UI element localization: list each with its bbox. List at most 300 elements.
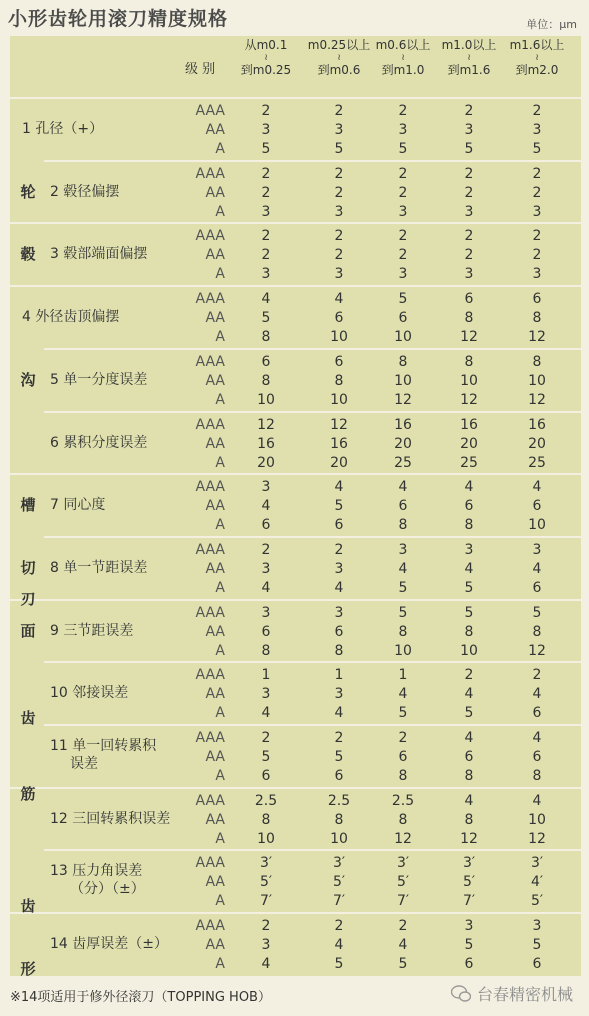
tolerance-value: 12 [460,830,478,847]
tolerance-value: 2 [334,103,344,119]
tolerance-value: 8 [398,353,408,370]
tolerance-value: 3 [464,266,474,283]
item-name-line: 5 单一分度误差 [50,371,148,388]
tolerance-value: 6 [398,749,408,765]
column-header-to: 到m0.6 [317,63,361,77]
tolerance-value: 6 [334,768,344,784]
item-name-line: 10 邻接误差 [50,685,129,702]
grade-label: AAA [195,541,225,558]
tolerance-value: 7′ [462,893,476,910]
tolerance-value: 8 [464,768,474,784]
tolerance-value: 2 [464,228,474,245]
tolerance-value: 3 [398,541,408,558]
tolerance-value: 3 [261,604,271,621]
tolerance-value: 2 [464,165,474,182]
tolerance-value: 4 [334,579,344,596]
grade-label: AAA [195,667,225,684]
column-header-from: m0.25以上 [307,38,371,52]
tolerance-value: 2 [398,184,408,201]
tolerance-value: 4 [261,705,271,722]
tolerance-value: 3 [464,122,474,138]
size-column-header [500,38,574,78]
tolerance-value: 2 [334,730,344,746]
tolerance-value: 5 [334,498,344,515]
tolerance-value: 8 [532,768,542,784]
tolerance-value: 6 [261,517,271,534]
row-divider [44,724,581,726]
tolerance-value: 5′ [396,874,410,891]
tolerance-value: 10 [528,811,546,828]
tolerance-value: 5 [464,705,474,722]
tolerance-value: 5 [464,604,474,621]
tolerance-value: 3 [464,203,474,220]
size-column-header [432,38,506,78]
tolerance-value: 4 [532,560,542,577]
item-name-line: 2 毂径偏摆 [50,183,120,200]
grade-label: AAA [195,792,225,809]
row-divider [10,787,581,789]
tolerance-value: 12 [528,642,546,659]
grade-label: A [215,266,225,283]
item-name [50,434,147,452]
item-name [22,120,103,138]
item-name-line: 1 孔径（+） [22,121,104,137]
column-header-from: 从m0.1 [244,38,288,52]
item-name-line: 9 三节距误差 [50,622,134,639]
grade-label: AAA [195,416,225,433]
tolerance-value: 4 [532,686,542,703]
tolerance-value: 5 [261,310,271,327]
tolerance-value: 12 [528,830,546,847]
grade-label: AA [205,184,225,201]
tolerance-value: 12 [257,416,275,433]
tolerance-value: 2 [398,247,408,264]
column-header-sep: ≀ [264,53,268,63]
grade-label: A [215,705,225,722]
tolerance-value: 4 [398,686,408,703]
tolerance-value: 2 [398,165,408,182]
tolerance-value: 2 [398,918,408,935]
column-header-sep: ≀ [337,53,341,63]
tolerance-value: 10 [528,517,546,534]
grade-label: AAA [195,353,225,370]
tolerance-value: 6 [398,310,408,327]
tolerance-value: 2 [464,667,474,684]
grade-label: AA [205,749,225,765]
tolerance-value: 12 [394,391,412,408]
tolerance-value: 5 [464,579,474,596]
tolerance-value: 4 [261,291,271,308]
tolerance-value: 8 [261,372,271,389]
grade-label: AA [205,372,225,389]
tolerance-value: 20 [394,435,412,452]
tolerance-value: 5 [398,705,408,722]
grade-label: AA [205,874,225,891]
tolerance-value: 4 [532,479,542,496]
grade-label: AAA [195,291,225,308]
tolerance-value: 5 [398,604,408,621]
tolerance-value: 3 [334,560,344,577]
tolerance-value: 6 [334,353,344,370]
tolerance-value: 4 [334,479,344,496]
grade-label: AAA [195,228,225,245]
item-name-line: （分）（±） [70,881,145,898]
tolerance-value: 4 [334,291,344,308]
tolerance-value: 2 [334,247,344,264]
tolerance-value: 2 [464,247,474,264]
item-name [50,622,133,640]
item-name-line: 12 三回转累积误差 [50,810,171,827]
grade-label: AAA [195,103,225,119]
tolerance-value: 25 [528,454,546,471]
grade-label: AA [205,247,225,264]
tolerance-value: 3 [532,203,542,220]
tolerance-value: 4 [464,686,474,703]
tolerance-value: 12 [528,391,546,408]
tolerance-value: 3 [261,937,271,954]
tolerance-value: 4 [532,730,542,746]
tolerance-value: 5 [398,579,408,596]
group-label: 切 [20,558,36,577]
tolerance-value: 6 [464,956,474,973]
row-divider [44,411,581,413]
grade-label: A [215,454,225,471]
tolerance-value: 2 [334,165,344,182]
wechat-icon [451,985,471,1003]
tolerance-value: 2 [398,228,408,245]
tolerance-value: 5 [532,604,542,621]
tolerance-value: 10 [460,372,478,389]
tolerance-value: 4 [398,937,408,954]
tolerance-value: 2 [532,184,542,201]
tolerance-value: 8 [334,372,344,389]
tolerance-value: 8 [334,811,344,828]
column-header-to: 到m1.0 [381,63,425,77]
tolerance-value: 16 [394,416,412,433]
tolerance-value: 2 [532,165,542,182]
row-divider [44,348,581,350]
tolerance-value: 12 [460,391,478,408]
tolerance-value: 5 [532,937,542,954]
tolerance-value: 3′ [530,855,544,872]
tolerance-value: 2.5 [391,792,415,809]
tolerance-value: 8 [398,517,408,534]
tolerance-value: 2 [261,228,271,245]
tolerance-value: 4 [464,792,474,809]
tolerance-value: 2.5 [254,792,278,809]
tolerance-value: 2 [334,918,344,935]
item-name [50,183,119,201]
tolerance-value: 5 [464,937,474,954]
grade-label: AA [205,623,225,640]
tolerance-value: 3 [261,479,271,496]
tolerance-value: 2 [398,103,408,119]
tolerance-value: 25 [394,454,412,471]
tolerance-value: 4 [261,956,271,973]
tolerance-value: 16 [330,435,348,452]
footnote: ※14项适用于修外径滚刀（TOPPING HOB） [10,990,271,1005]
row-divider [10,473,581,475]
row-divider [44,536,581,538]
tolerance-value: 5′ [259,874,273,891]
tolerance-value: 2 [532,228,542,245]
tolerance-value: 3′ [332,855,346,872]
grade-label: AA [205,435,225,452]
tolerance-value: 3 [464,918,474,935]
item-name [22,308,119,326]
group-label: 毂 [20,245,36,264]
tolerance-value: 5′ [332,874,346,891]
tolerance-value: 2 [532,247,542,264]
tolerance-value: 2 [464,103,474,119]
tolerance-value: 5 [261,141,271,157]
tolerance-value: 2 [261,247,271,264]
item-name-line: 4 外径齿顶偏摆 [22,309,120,326]
tolerance-value: 6 [532,291,542,308]
tolerance-value: 2 [532,103,542,119]
item-name-line: 14 齿厚误差（±） [50,936,168,953]
tolerance-value: 6 [334,310,344,327]
item-name-line: 误差 [70,756,98,772]
tolerance-value: 10 [528,372,546,389]
tolerance-value: 8 [398,811,408,828]
group-label: 沟 [20,370,36,389]
watermark-text: 台春精密机械 [476,985,573,1004]
tolerance-value: 20 [330,454,348,471]
group-label: 筋 [20,784,36,803]
tolerance-value: 3′ [462,855,476,872]
item-name-line: 3 毂部端面偏摆 [50,246,148,263]
tolerance-value: 16 [528,416,546,433]
grade-label: AAA [195,165,225,182]
tolerance-value: 3′ [259,855,273,872]
tolerance-value: 20 [528,435,546,452]
tolerance-value: 4′ [530,874,544,891]
column-header-from: m1.6以上 [509,38,565,52]
item-name-line: 11 单一回转累积 [50,738,157,754]
grade-label: AA [205,686,225,703]
grade-label: A [215,956,225,973]
grade-label: A [215,203,225,220]
tolerance-value: 3 [261,203,271,220]
grade-label: A [215,141,225,157]
tolerance-value: 20 [257,454,275,471]
column-header-to: 到m0.25 [240,63,292,77]
row-divider [10,97,581,99]
tolerance-value: 4 [334,705,344,722]
tolerance-value: 8 [532,310,542,327]
grade-label: AAA [195,730,225,746]
tolerance-value: 4 [464,560,474,577]
tolerance-value: 10 [257,830,275,847]
tolerance-value: 10 [330,329,348,346]
tolerance-value: 5 [398,956,408,973]
item-name [50,371,147,389]
tolerance-value: 6 [464,498,474,515]
tolerance-value: 6 [532,705,542,722]
tolerance-value: 4 [261,579,271,596]
grade-label: AAA [195,604,225,621]
item-name [50,496,105,514]
item-name [50,810,170,828]
tolerance-value: 10 [394,372,412,389]
tolerance-value: 6 [464,749,474,765]
tolerance-value: 1 [261,667,271,684]
tolerance-value: 8 [464,811,474,828]
group-label: 齿 [20,709,36,728]
tolerance-value: 25 [460,454,478,471]
column-header-to: 到m2.0 [515,63,559,77]
tolerance-value: 6 [532,579,542,596]
tolerance-value: 4 [261,498,271,515]
tolerance-value: 3 [532,918,542,935]
row-divider [10,599,581,601]
tolerance-value: 6 [532,498,542,515]
tolerance-value: 5 [398,141,408,157]
tolerance-value: 10 [330,391,348,408]
tolerance-value: 4 [464,730,474,746]
tolerance-value: 10 [394,642,412,659]
grade-label: A [215,391,225,408]
column-header-sep: ≀ [401,53,405,63]
size-column-header [229,38,303,78]
item-name-line: 13 压力角误差 [50,863,143,880]
tolerance-value: 20 [460,435,478,452]
tolerance-value: 6 [532,749,542,765]
tolerance-value: 1 [334,667,344,684]
group-label: 轮 [20,182,36,201]
tolerance-value: 12 [330,416,348,433]
tolerance-value: 10 [257,391,275,408]
tolerance-value: 5 [464,141,474,157]
tolerance-value: 3 [261,122,271,138]
tolerance-value: 8 [334,642,344,659]
grade-label: A [215,642,225,659]
item-name [50,684,128,702]
watermark [451,982,573,1005]
tolerance-value: 4 [398,479,408,496]
tolerance-value: 8 [398,623,408,640]
tolerance-value: 6 [398,498,408,515]
column-header-from: m1.0以上 [441,38,497,52]
tolerance-value: 5′ [462,874,476,891]
tolerance-value: 2 [261,918,271,935]
tolerance-value: 8 [532,623,542,640]
grade-label: AA [205,811,225,828]
row-divider [44,160,581,162]
tolerance-value: 8 [261,642,271,659]
tolerance-value: 12 [460,329,478,346]
tolerance-value: 8 [464,353,474,370]
grade-label: AAA [195,918,225,935]
group-label: 形 [20,960,36,979]
precision-table [10,36,581,979]
tolerance-value: 3 [334,266,344,283]
tolerance-value: 3 [261,686,271,703]
group-label: 刃 [20,590,36,609]
tolerance-value: 2 [334,541,344,558]
tolerance-value: 2 [464,184,474,201]
tolerance-value: 5′ [530,893,544,910]
tolerance-value: 8 [261,329,271,346]
tolerance-value: 7′ [332,893,346,910]
row-divider [44,849,581,851]
row-divider [10,285,581,287]
item-name [50,862,145,898]
tolerance-value: 16 [460,416,478,433]
tolerance-value: 2 [261,730,271,746]
item-name-line: 6 累积分度误差 [50,434,148,451]
grade-label: AA [205,498,225,515]
tolerance-value: 6 [464,291,474,308]
tolerance-value: 3′ [396,855,410,872]
grade-label: A [215,893,225,910]
grade-label: A [215,830,225,847]
tolerance-value: 3 [398,203,408,220]
item-name [50,559,147,577]
tolerance-value: 6 [334,623,344,640]
tolerance-value: 2 [261,165,271,182]
tolerance-value: 2 [334,184,344,201]
tolerance-value: 3 [398,122,408,138]
item-name-line: 7 同心度 [50,497,106,514]
tolerance-value: 8 [532,353,542,370]
tolerance-value: 5 [532,141,542,157]
tolerance-value: 2 [261,541,271,558]
tolerance-value: 12 [528,329,546,346]
size-column-header [366,38,440,78]
grade-label: AA [205,937,225,954]
tolerance-value: 2 [532,667,542,684]
tolerance-value: 8 [398,768,408,784]
tolerance-value: 2 [261,184,271,201]
grade-label: AA [205,310,225,327]
grade-label: AAA [195,479,225,496]
tolerance-value: 2 [334,228,344,245]
column-header-sep: ≀ [535,53,539,63]
tolerance-value: 10 [394,329,412,346]
tolerance-value: 3 [334,122,344,138]
grade-label: AA [205,122,225,138]
tolerance-value: 3 [532,541,542,558]
tolerance-value: 7′ [259,893,273,910]
group-label: 齿 [20,897,36,916]
tolerance-value: 2.5 [327,792,351,809]
tolerance-value: 8 [261,811,271,828]
column-header-from: m0.6以上 [375,38,431,52]
tolerance-value: 2 [261,103,271,119]
row-divider [10,222,581,224]
item-name [50,245,147,263]
tolerance-value: 3 [261,266,271,283]
tolerance-value: 8 [464,623,474,640]
tolerance-value: 16 [257,435,275,452]
grade-label: AA [205,560,225,577]
tolerance-value: 4 [334,937,344,954]
tolerance-value: 5 [334,749,344,765]
group-label: 面 [20,621,36,640]
unit-label: 单位：μm [526,18,577,31]
tolerance-value: 4 [398,560,408,577]
tolerance-value: 6 [261,768,271,784]
tolerance-value: 5 [261,749,271,765]
tolerance-value: 1 [398,667,408,684]
grade-label: A [215,517,225,534]
grade-label: AAA [195,855,225,872]
size-column-header [302,38,376,78]
row-divider [44,661,581,663]
level-header: 级 别 [185,62,216,77]
